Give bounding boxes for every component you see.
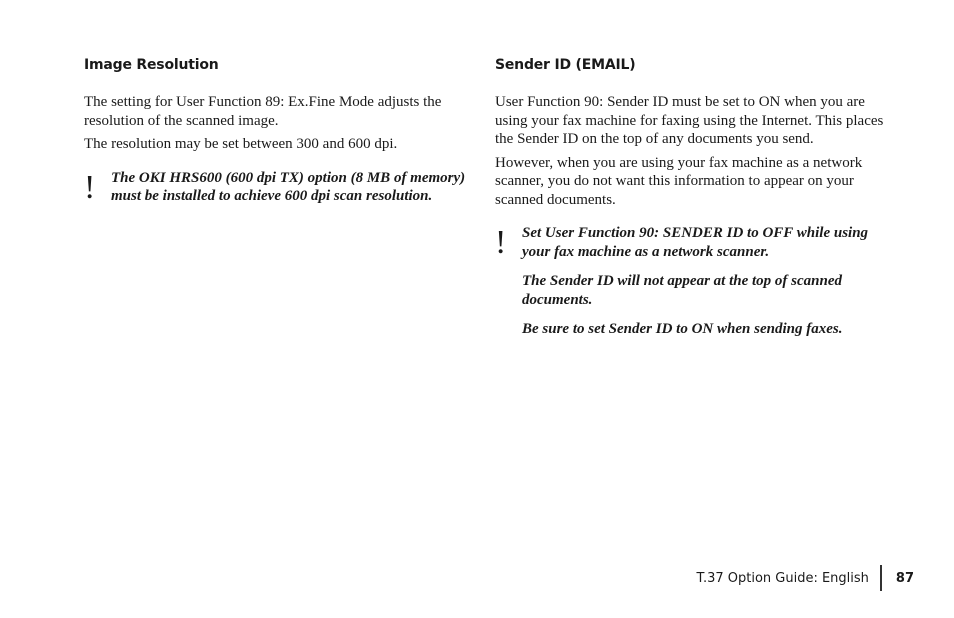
note-line: The Sender ID will not appear at the top of scanned documents. [522,273,843,308]
note-line: Set User Function 90: SENDER ID to OFF while using your fax machine as a network scanner. [522,225,869,260]
exclamation-icon: ! [84,168,96,206]
left-column [84,55,469,217]
footer-divider [880,565,882,591]
paragraph: However, when you are using your fax machine as a network scanner, you do not want this information to appear on your scanned documents. [495,154,863,208]
caution-note [84,169,469,206]
paragraph: User Function 90: Sender ID must be set to ON when you are using your fax machine for faxing using the Internet. This places the Sender ID on the top of any documents you send. [495,94,884,147]
caution-note [495,224,890,339]
paragraph: The resolution may be set between 300 and 600 dpi. [84,136,398,152]
section-heading-image-resolution: Image Resolution [84,57,219,73]
note-line: Be sure to set Sender ID to ON when sending faxes. [522,321,843,337]
page-number: 87 [895,570,914,586]
guide-title: T.37 Option Guide: English [696,570,869,586]
exclamation-icon: ! [495,224,507,261]
paragraph: The setting for User Function 89: Ex.Fine Mode adjusts the resolution of the scanned image. [84,94,442,129]
page-footer [697,565,914,591]
right-column [495,55,890,350]
section-heading-sender-id: Sender ID (EMAIL) [495,57,636,73]
note-line: The OKI HRS600 (600 dpi TX) option (8 MB of memory) must be installed to achieve 600 dpi scan resolution. [111,169,466,204]
